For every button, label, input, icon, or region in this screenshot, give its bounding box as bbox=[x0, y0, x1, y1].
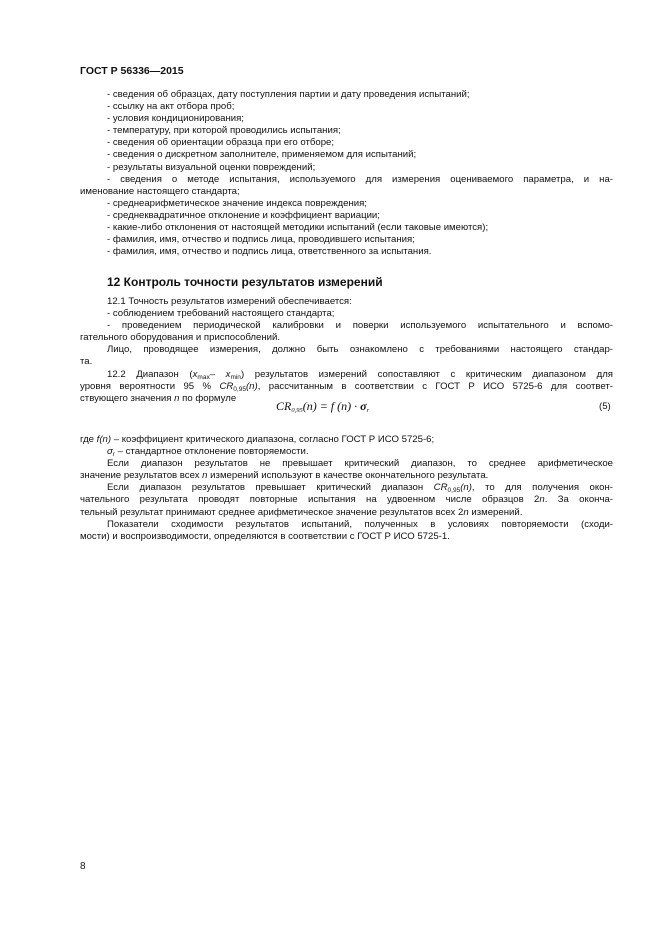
list-item: - условия кондиционирования; bbox=[107, 113, 244, 125]
formula-5: $CR_{0,95}(n) = f$ $(n) \cdot \sigma_r$ bbox=[276, 399, 370, 414]
paragraph-if-not-exceeds-line2: значение результатов всех n измерений используют в качестве окончательного результата. bbox=[80, 470, 489, 482]
paragraph-if-exceeds-line3: тельный результат принимают среднее арифметическое значение результатов всех 2n измерений. bbox=[80, 506, 523, 518]
list-item: - результаты визуальной оценки повреждений; bbox=[107, 161, 316, 173]
paragraph-convergence-line2: мости) и воспроизводимости, определяются в соответствии с ГОСТ Р ИСО 5725-1. bbox=[80, 530, 450, 542]
list-item: - фамилия, имя, отчество и подпись лица, ответственного за испытания. bbox=[107, 246, 432, 258]
paragraph-12-2: 12.2 Диапазон ($x_{max}-$ $x_{min}$) результатов измерений сопоставляют с критическим диапазоном для bbox=[107, 368, 613, 381]
list-item: - сведения об образцах, дату поступления партии и дату проведения испытаний; bbox=[107, 89, 470, 100]
list-item: - какие-либо отклонения от настоящей методики испытаний (если таковые имеются); bbox=[107, 222, 489, 234]
paragraph-12-2-line2: уровня вероятности 95 % $CR_{0,95}(n)$, рассчитанным в соответствии с ГОСТ Р ИСО 5725-6 для соответ- bbox=[80, 380, 613, 393]
paragraph-12-1: 12.1 Точность результатов измерений обеспечивается: bbox=[107, 296, 352, 307]
formula-explanation bbox=[80, 434, 613, 543]
paragraph-if-not-exceeds: Если диапазон результатов не превышает критический диапазон, то среднее арифметическое bbox=[107, 458, 613, 470]
list-item-continuation: гательного оборудования и приспособлений. bbox=[80, 332, 281, 344]
page-number: 8 bbox=[80, 861, 86, 872]
where-line: где f(n) – коэффициент критического диапазона, согласно ГОСТ Р ИСО 5725-6; bbox=[80, 434, 435, 445]
list-item: - среднеквадратичное отклонение и коэффициент вариации; bbox=[107, 209, 380, 221]
list-item-continuation: именование настоящего стандарта; bbox=[80, 185, 240, 197]
list-item: - проведением периодической калибровки и поверки используемого испытательного и вспомо- bbox=[107, 320, 613, 332]
list-item: - сведения об ориентации образца при его отборе; bbox=[107, 137, 335, 149]
list-item: - сведения о дискретном заполнителе, применяемом для испытаний; bbox=[107, 149, 417, 161]
section-12-body bbox=[80, 296, 613, 405]
paragraph-if-exceeds: Если диапазон результатов превышает критический диапазон $CR_{0,95}(n)$, то для получения окон- bbox=[107, 482, 613, 495]
paragraph-person: Лицо, проводящее измерения, должно быть ознакомлено с требованиями настоящего стандар- bbox=[107, 344, 613, 356]
section-title: 12 Контроль точности результатов измерений bbox=[107, 275, 383, 289]
list-item: - соблюдением требований настоящего стандарта; bbox=[107, 308, 335, 320]
list-item: - фамилия, имя, отчество и подпись лица, проводившего испытания; bbox=[107, 234, 415, 246]
paragraph-person-continuation: та. bbox=[80, 356, 93, 368]
paragraph-if-exceeds-line2: чательного результата проводят повторные испытания на удвоенном числе образцов 2n. За оконча- bbox=[80, 494, 613, 506]
paragraph-12-2-line3: ствующего значения n по формуле bbox=[80, 392, 237, 404]
list-item: - среднеарифметическое значение индекса повреждения; bbox=[107, 197, 367, 209]
list-item: - ссылку на акт отбора проб; bbox=[107, 101, 235, 113]
sigma-line: $\sigma_r$ – стандартное отклонение повторяемости. bbox=[107, 446, 309, 459]
list-item: - сведения о методе испытания, используемого для измерения оцениваемого параметра, и на- bbox=[107, 173, 613, 185]
document-header: ГОСТ Р 56336—2015 bbox=[80, 65, 184, 77]
paragraph-convergence: Показатели сходимости результатов испытаний, полученных в условиях повторяемости (сходи- bbox=[107, 518, 613, 530]
list-item: - температуру, при которой проводились испытания; bbox=[107, 125, 341, 137]
report-contents-list bbox=[80, 89, 613, 258]
formula-number: (5) bbox=[599, 401, 611, 412]
